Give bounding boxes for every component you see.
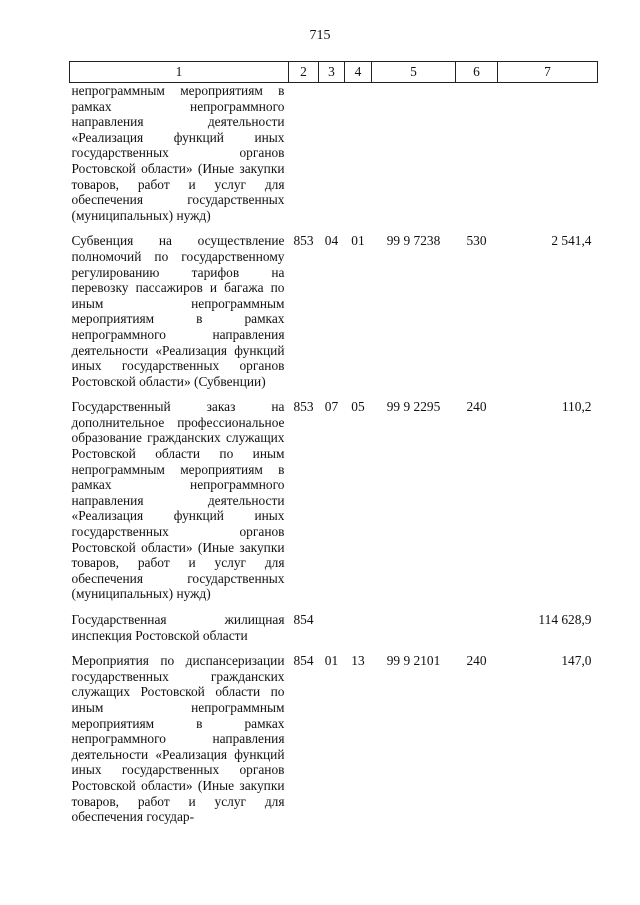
row-description: непрограммным мероприятиям в рамках непрограммного направления деятельности «Реализация функций иных государственных органов Ростовской области» (Иные закупки товаров, работ и услуг для обеспечения государственных (муниципальных) нужд): [71, 83, 285, 223]
row-description: Мероприятия по диспансеризации государственных гражданских служащих Ростовской области по иным непрограммным мероприятиям в рамках непрограммного направления деятельности «Реализация функций иных государственных органов Ростовской области» (Иные закупки товаров, работ и услуг для обеспечения государ-: [71, 653, 285, 825]
column-header-5: 5: [372, 62, 456, 83]
row-expense-type: [456, 612, 498, 643]
column-header-6: 6: [456, 62, 498, 83]
row-amount: [498, 83, 598, 224]
table-row: [70, 233, 598, 389]
row-ministry-code: 854: [293, 653, 314, 669]
row-target-article: [372, 612, 456, 643]
table-row: [70, 399, 598, 602]
column-header-4: 4: [345, 62, 372, 83]
row-description: Государственный заказ на дополнительное профессиональное образование гражданских служащих Ростовской области по иным непрограммным мероприятиям в рамках непрограммного направления деятельности «Реализация функций иных государственных органов Ростовской области» (Иные закупки товаров, работ и услуг для обеспечения государственных (муниципальных) нужд): [71, 399, 285, 602]
row-amount: 147,0: [561, 653, 592, 669]
row-target-article: 99 9 2295: [386, 399, 441, 415]
row-ministry-code: 853: [293, 399, 314, 415]
row-amount: 114 628,9: [538, 612, 592, 627]
table-row: [70, 653, 598, 825]
column-header-3: 3: [319, 62, 345, 83]
row-target-article: 99 9 7238: [386, 233, 441, 249]
row-description: Субвенция на осуществление полномочий по государственному регулированию тарифов на перевозку пассажиров и багажа по иным непрограммным мероприятиям в рамках непрограммного направления деятельности «Реализация функций иных государственных органов Ростовской области» (Субвенции): [71, 233, 285, 389]
row-section-code: [319, 83, 345, 224]
row-expense-type: 240: [466, 653, 487, 669]
table-header: [70, 62, 598, 83]
row-ministry-code: 853: [293, 233, 314, 249]
row-ministry-code: [289, 83, 319, 224]
row-subsection-code: 13: [351, 653, 365, 669]
row-expense-type: 240: [466, 399, 487, 415]
row-subsection-code: 01: [351, 233, 365, 249]
table-row: [70, 612, 598, 643]
column-header-7: 7: [498, 62, 598, 83]
row-amount: 110,2: [561, 399, 592, 415]
row-target-article: 99 9 2101: [386, 653, 441, 669]
row-expense-type: 530: [466, 233, 487, 249]
row-subsection-code: [345, 612, 372, 643]
row-section-code: 07: [324, 399, 339, 415]
column-header-2: 2: [289, 62, 319, 83]
row-amount: 2 541,4: [551, 233, 592, 249]
row-section-code: 04: [324, 233, 339, 249]
row-subsection-code: 05: [351, 399, 365, 415]
column-header-1: 1: [70, 62, 289, 83]
row-expense-type: [456, 83, 498, 224]
table-row: [70, 83, 598, 224]
row-ministry-code: 854: [293, 612, 314, 627]
row-description: Государственная жилищная инспекция Ростовской области: [71, 612, 285, 643]
page-number: 715: [309, 28, 331, 43]
row-section-code: [319, 612, 345, 643]
row-subsection-code: [345, 83, 372, 224]
row-target-article: [372, 83, 456, 224]
budget-table: [69, 61, 598, 825]
row-section-code: 01: [324, 653, 339, 669]
